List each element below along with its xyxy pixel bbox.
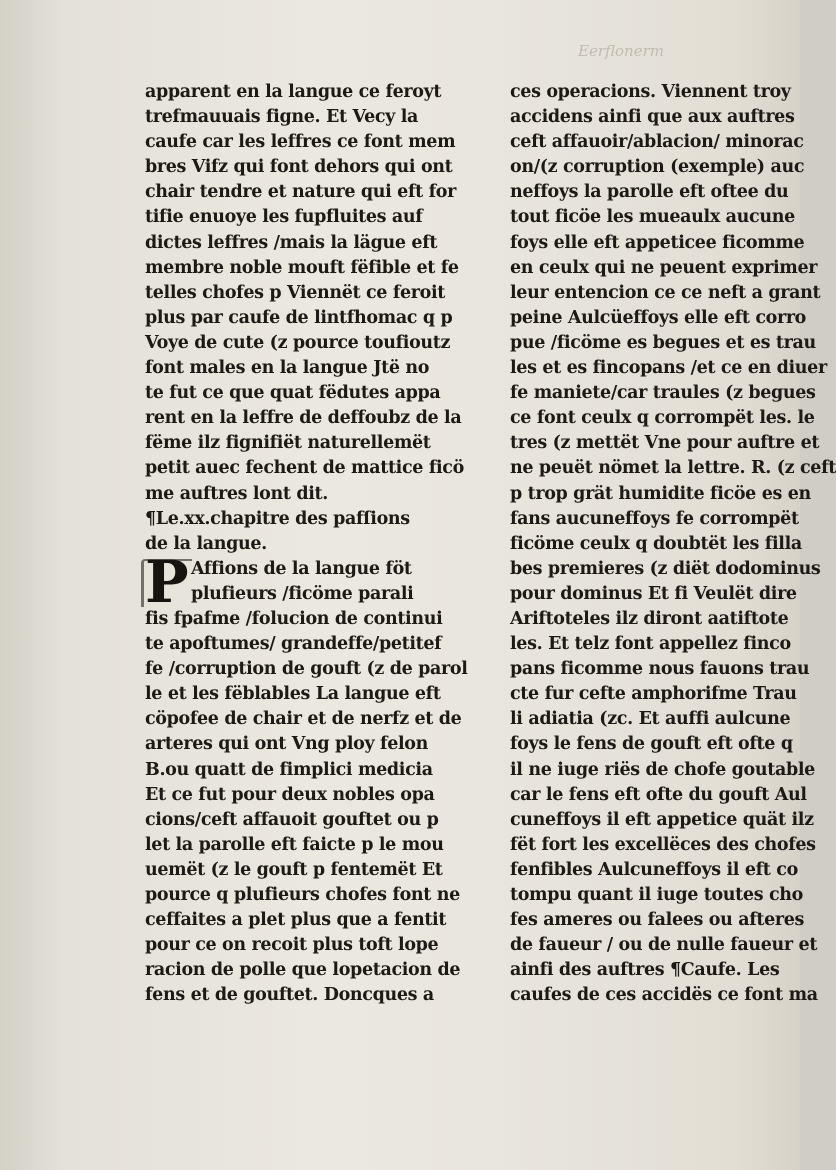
text-line: foys elle eft appeticee ficomme — [510, 232, 805, 253]
text-line: fe /corruption de gouft (z de parol — [145, 659, 468, 680]
right-text-column — [510, 80, 836, 1008]
text-line: racion de polle que lopetacion de — [145, 960, 461, 981]
text-line: ¶Le.xx.chapitre des pafſions — [145, 508, 410, 529]
text-line: leur entencion ce ce neft a grant — [510, 282, 821, 303]
text-line: fenfibles Aulcuneffoys il eft co — [510, 859, 798, 880]
text-line: bres Vifz qui font dehors qui ont — [145, 157, 453, 178]
text-line: le et les fëblables La langue eft — [145, 684, 441, 705]
text-line: pour ce on recoit plus toft lope — [145, 935, 439, 956]
text-line: fët fort les excellëces des chofes — [510, 834, 816, 855]
text-line: rent en la leffre de deffoubz de la — [145, 408, 462, 429]
text-line: en ceulx qui ne peuent exprimer — [510, 257, 818, 278]
text-line: fe maniete/car traules (z begues — [510, 383, 816, 404]
text-line: fis fpafme /folucion de continui — [145, 608, 443, 629]
text-line: cte fur cefte amphorifme Trau — [510, 684, 797, 705]
text-line: ceft affauoir/ablacion/ minorac — [510, 132, 804, 153]
text-line: let la parolle eft faicte p le mou — [145, 834, 444, 855]
left-text-column — [145, 80, 478, 1008]
text-line: pans ficomme nous fauons trau — [510, 659, 810, 680]
text-line: telles chofes p Viennët ce feroit — [145, 282, 446, 303]
text-line: les. Et telz font appellez finco — [510, 634, 791, 655]
text-line: fëme ilz fignifiët naturellemët — [145, 433, 431, 454]
text-line: Ariftoteles ilz diront aatiftote — [510, 608, 789, 629]
text-line: ficöme ceulx q doubtët les filla — [510, 533, 802, 554]
text-line: cöpofee de chair et de nerfz et de — [145, 709, 462, 730]
bleed-through-word: Eerflonerm — [578, 42, 664, 60]
text-line: tres (z mettët Vne pour auftre et — [510, 433, 820, 454]
text-line: me auftres lont dit. — [145, 483, 328, 504]
text-line: tompu quant il iuge toutes cho — [510, 885, 803, 905]
text-line: peine Aulcüeffoys elle eft corro — [510, 307, 807, 328]
text-line: tout ficöe les mueaulx aucune — [510, 207, 795, 228]
text-line: cions/ceft affauoit gouftet ou p — [145, 809, 439, 830]
text-line: pour dominus Et fi Veulët dire — [510, 583, 797, 604]
text-line: caufes de ces accidës ce font ma — [510, 985, 818, 1006]
text-line: foys le fens de gouft eft ofte q — [510, 734, 793, 755]
text-line: ce font ceulx q corrompët les. le — [510, 408, 815, 429]
text-line: plufieurs /ficöme parali — [191, 583, 414, 604]
text-line: de faueur / ou de nulle faueur et — [510, 935, 818, 956]
text-line: pue /ficöme es begues et es trau — [510, 332, 816, 353]
text-line: arteres qui ont Vng ploy felon — [145, 734, 429, 755]
text-line: fans aucuneffoys fe corrompët — [510, 508, 799, 529]
text-line: membre noble mouft fëfible et fe — [145, 257, 459, 278]
text-line: apparent en la langue ce feroyt — [145, 82, 442, 102]
text-line: te apoftumes/ grandeffe/petitef — [145, 634, 442, 655]
text-line: fens et de gouftet. Doncques a — [145, 985, 434, 1006]
text-line: ne peuët nömet la lettre. R. (z ceft — [510, 458, 836, 479]
text-line: te fut ce que quat fëdutes appa — [145, 383, 441, 404]
text-line: il ne iuge riës de chofe goutable — [510, 759, 815, 780]
text-line: petit auec fechent de mattice ficö — [145, 458, 464, 479]
text-line: ainfi des auftres ¶Caufe. Les — [510, 960, 780, 981]
bleed-through-text — [0, 0, 800, 70]
text-line: tifie enuoye les fupfluites auf — [145, 207, 423, 228]
text-line: neffoys la parolle eft oftee du — [510, 182, 789, 203]
text-line: fes ameres ou falees ou afteres — [510, 910, 805, 931]
text-line: Affions de la langue föt — [191, 558, 412, 579]
text-line: Voye de cute (z pource toufioutz — [145, 332, 451, 353]
text-line: trefmauuais figne. Et Vecy la — [145, 107, 419, 128]
text-line: Et ce fut pour deux nobles opa — [145, 784, 435, 805]
text-line: p trop grät humidite ficöe es en — [510, 483, 811, 504]
text-line: ceffaites a plet plus que a fentit — [145, 910, 447, 931]
text-line: accidens ainfi que aux auftres — [510, 107, 795, 128]
text-line: ces operacions. Viennent troy — [510, 82, 791, 102]
text-line: les et es fincopans /et ce en diuer — [510, 358, 827, 379]
text-line: cuneffoys il eft appetice quät ilz — [510, 809, 814, 830]
text-line: car le fens eft ofte du gouft Aul — [510, 784, 807, 805]
text-line: caufe car les leffres ce font mem — [145, 132, 456, 153]
text-line: chair tendre et nature qui eft for — [145, 182, 456, 203]
text-line: pource q plufieurs chofes font ne — [145, 885, 460, 905]
text-line: bes premieres (z diët dodominus — [510, 558, 821, 579]
text-line: B.ou quatt de fimplici medicia — [145, 759, 433, 780]
text-line: font males en la langue Jtë no — [145, 358, 430, 379]
drop-cap-initial: P — [145, 547, 189, 616]
text-line: on/(z corruption (exemple) auc — [510, 157, 805, 178]
text-line: li adiatia (zc. Et auffi aulcune — [510, 709, 791, 730]
text-line: de la langue. — [145, 533, 267, 554]
text-line: uemët (z le gouft p fentemët Et — [145, 859, 443, 880]
text-line: dictes leffres /mais la lägue eft — [145, 232, 438, 253]
text-line: plus par caufe de lintfhomac q p — [145, 307, 453, 328]
